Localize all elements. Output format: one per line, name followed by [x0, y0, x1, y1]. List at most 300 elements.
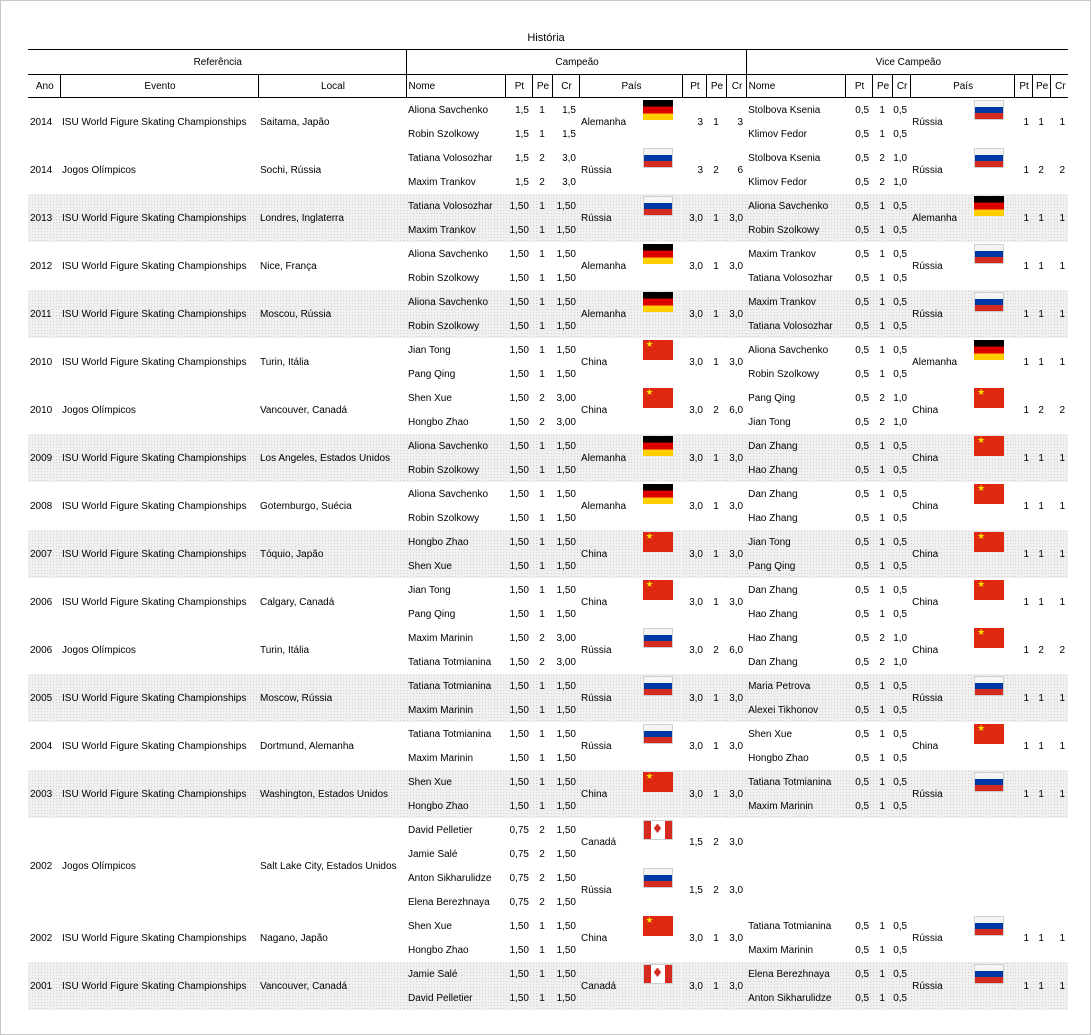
header-vice-country-cr: Cr — [1050, 75, 1068, 98]
china-flag-icon — [974, 532, 1004, 552]
champ-country-pt: 3,0 — [689, 404, 703, 416]
champ-athlete-name: Jian Tong — [408, 344, 451, 356]
champ-country-pt: 3,0 — [689, 500, 703, 512]
row-ano: 2014 — [30, 116, 53, 128]
header-vice-country-pt: Pt — [1014, 75, 1032, 98]
champ-athlete-cr: 1,5 — [562, 128, 576, 140]
russia-flag-icon — [974, 100, 1004, 120]
champ-athlete-pt: 1,50 — [505, 218, 532, 242]
champ-athlete-cr: 3,00 — [556, 656, 576, 668]
champ-country-pe: 1 — [713, 356, 719, 368]
table-row — [28, 530, 1068, 554]
row-local: Turin, Itália — [260, 644, 310, 656]
china-flag-icon — [974, 388, 1004, 408]
vice-athlete-cr: 0,5 — [892, 770, 910, 794]
vice-athlete-name: Alexei Tikhonov — [746, 698, 845, 722]
row-evento: ISU World Figure Skating Championships — [60, 770, 258, 818]
champ-athlete-name: Robin Szolkowy — [408, 512, 480, 524]
header-champ-pt: Pt — [505, 75, 532, 98]
champ-country-pe: 1 — [713, 500, 719, 512]
vice-athlete-pe: 2 — [879, 632, 885, 644]
germany-flag-icon — [643, 436, 673, 456]
champ-country-pe: 1 — [713, 116, 719, 128]
row-evento: ISU World Figure Skating Championships — [62, 356, 247, 368]
champ-athlete-pt: 1,50 — [509, 656, 529, 668]
row-evento: ISU World Figure Skating Championships — [60, 674, 258, 722]
vice-country: China — [910, 530, 964, 578]
header-vice-nome: Nome — [746, 75, 845, 98]
flag-cell — [633, 866, 682, 914]
champ-athlete-cr: 1,50 — [552, 530, 579, 554]
flag-cell — [633, 962, 682, 1010]
vice-athlete-cr: 0,5 — [892, 458, 910, 482]
flag-cell — [964, 674, 1014, 722]
russia-flag-icon — [974, 292, 1004, 312]
champ-athlete-pe: 1 — [532, 674, 552, 698]
champ-country-cr: 3,0 — [729, 596, 744, 608]
table-row — [28, 338, 1068, 362]
vice-athlete-pe: 1 — [872, 794, 892, 818]
vice-athlete-pe: 1 — [879, 488, 885, 500]
champ-athlete-pe: 1 — [539, 608, 545, 620]
vice-country-pe: 1 — [1038, 260, 1044, 272]
vice-athlete-pt: 0,5 — [845, 770, 872, 794]
vice-athlete-cr: 0,5 — [893, 728, 908, 740]
vice-athlete-name: Klimov Fedor — [748, 128, 807, 140]
vice-athlete-pt: 0,5 — [855, 920, 870, 932]
china-flag-icon — [643, 388, 673, 408]
champ-athlete-pe: 1 — [539, 752, 545, 764]
russia-flag-icon — [974, 964, 1004, 984]
russia-flag-icon — [643, 868, 673, 888]
champ-athlete-cr: 3,0 — [562, 176, 576, 188]
empty-vice-cell — [845, 818, 872, 914]
vice-athlete-pe: 2 — [879, 656, 885, 668]
flag-cell — [633, 578, 682, 626]
vice-country-pe: 1 — [1038, 356, 1044, 368]
vice-country-pe: 1 — [1032, 290, 1050, 338]
champ-country: Alemanha — [579, 290, 633, 338]
row-ano: 2001 — [28, 962, 60, 1010]
vice-athlete-name: Dan Zhang — [746, 434, 845, 458]
vice-country-cr: 1 — [1050, 290, 1068, 338]
champ-athlete-name: Tatiana Volosozhar — [406, 194, 505, 218]
champ-country-pe: 1 — [706, 290, 726, 338]
vice-athlete-cr: 0,5 — [893, 512, 908, 524]
row-ano: 2006 — [30, 644, 53, 656]
vice-athlete-pt: 0,5 — [855, 152, 870, 164]
champ-athlete-cr: 1,50 — [552, 986, 579, 1010]
vice-athlete-name: Elena Berezhnaya — [746, 962, 845, 986]
vice-athlete-name: Aliona Savchenko — [746, 194, 845, 218]
china-flag-icon — [974, 580, 1004, 600]
champ-country: Rússia — [579, 194, 633, 242]
vice-athlete-pt: 0,5 — [855, 392, 870, 404]
vice-athlete-cr: 0,5 — [893, 272, 908, 284]
champ-athlete-cr: 3,0 — [562, 152, 576, 164]
vice-athlete-name: Dan Zhang — [748, 488, 798, 500]
flag-cell — [633, 386, 682, 434]
champ-country-cr: 3,0 — [726, 290, 746, 338]
champ-athlete-pe: 1 — [532, 962, 552, 986]
vice-country-pe: 1 — [1038, 116, 1044, 128]
champ-athlete-name: Aliona Savchenko — [406, 290, 505, 314]
champ-country-pt: 3,0 — [682, 434, 706, 482]
champ-athlete-pe: 1 — [539, 512, 545, 524]
champ-athlete-cr: 3,00 — [556, 392, 576, 404]
empty-vice-cell — [1014, 818, 1032, 914]
champ-country-pt: 3,0 — [682, 770, 706, 818]
germany-flag-icon — [974, 340, 1004, 360]
champ-country-cr: 3,0 — [726, 674, 746, 722]
row-ano: 2008 — [30, 500, 53, 512]
russia-flag-icon — [974, 148, 1004, 168]
flag-cell — [964, 290, 1014, 338]
vice-athlete-pt: 0,5 — [845, 986, 872, 1010]
champ-athlete-cr: 1,50 — [556, 728, 576, 740]
champ-country-cr: 3 — [737, 116, 744, 128]
champ-country-pe: 2 — [713, 164, 719, 176]
vice-athlete-pe: 1 — [879, 944, 885, 956]
champ-athlete-name: Aliona Savchenko — [408, 104, 489, 116]
header-local: Local — [258, 75, 406, 98]
champ-country-cr: 6 — [737, 164, 744, 176]
vice-athlete-pt: 0,5 — [845, 218, 872, 242]
vice-athlete-cr: 0,5 — [893, 344, 908, 356]
champ-country-pt: 3,0 — [682, 674, 706, 722]
champ-athlete-pt: 1,50 — [505, 434, 532, 458]
vice-athlete-name: Jian Tong — [748, 416, 791, 428]
russia-flag-icon — [974, 244, 1004, 264]
champ-athlete-pe: 1 — [539, 248, 545, 260]
vice-country: China — [912, 500, 939, 512]
champ-athlete-cr: 1,50 — [556, 584, 576, 596]
champ-athlete-name: Robin Szolkowy — [408, 272, 480, 284]
champ-country-cr: 3,0 — [726, 194, 746, 242]
vice-country-cr: 1 — [1050, 194, 1068, 242]
vice-athlete-name: Tatiana Totmianina — [748, 920, 832, 932]
champ-athlete-cr: 1,50 — [556, 272, 576, 284]
vice-country: Rússia — [910, 290, 964, 338]
vice-athlete-name: Stolbova Ksenia — [748, 152, 821, 164]
row-ano: 2011 — [28, 290, 60, 338]
vice-athlete-pt: 0,5 — [855, 416, 870, 428]
row-local: Tóquio, Japão — [258, 530, 406, 578]
vice-athlete-pe: 1 — [879, 344, 885, 356]
vice-athlete-name: Hao Zhang — [748, 632, 798, 644]
header-vice-pais: País — [910, 75, 1014, 98]
champ-athlete-pe: 1 — [539, 584, 545, 596]
champ-country: Canadá — [581, 836, 617, 848]
champ-athlete-name: Tatiana Totmianina — [408, 728, 492, 740]
row-evento: ISU World Figure Skating Championships — [62, 596, 247, 608]
vice-athlete-pt: 0,5 — [855, 512, 870, 524]
row-evento: ISU World Figure Skating Championships — [62, 260, 247, 272]
table-row — [28, 578, 1068, 602]
column-header-row — [28, 75, 1068, 98]
empty-vice-cell — [892, 818, 910, 914]
champ-athlete-pe: 1 — [532, 314, 552, 338]
champ-country-cr: 6,0 — [729, 404, 744, 416]
header-vice-pe: Pe — [872, 75, 892, 98]
vice-athlete-pt: 0,5 — [855, 488, 870, 500]
champ-athlete-pt: 1,50 — [509, 368, 529, 380]
header-vice-pt: Pt — [845, 75, 872, 98]
vice-athlete-pe: 1 — [879, 104, 885, 116]
header-vice-country-pe: Pe — [1032, 75, 1050, 98]
champ-athlete-pt: 1,50 — [505, 962, 532, 986]
vice-country-pe: 1 — [1032, 962, 1050, 1010]
row-ano: 2002 — [30, 860, 53, 872]
champ-athlete-pe: 1 — [532, 986, 552, 1010]
table-row — [28, 962, 1068, 986]
champ-athlete-pt: 1,50 — [505, 674, 532, 698]
row-evento: ISU World Figure Skating Championships — [60, 434, 258, 482]
vice-athlete-pt: 0,5 — [855, 752, 870, 764]
vice-country-pt: 1 — [1023, 116, 1030, 128]
champ-athlete-pt: 1,5 — [515, 152, 529, 164]
header-champ-cr: Cr — [552, 75, 579, 98]
vice-country: China — [912, 740, 939, 752]
champ-athlete-pe: 1 — [532, 698, 552, 722]
vice-athlete-cr: 1,0 — [893, 416, 908, 428]
vice-athlete-name: Maxim Trankov — [746, 290, 845, 314]
china-flag-icon — [643, 772, 673, 792]
flag-cell — [964, 338, 1014, 386]
row-ano: 2012 — [30, 260, 53, 272]
champ-athlete-pe: 2 — [539, 416, 545, 428]
vice-athlete-pe: 2 — [879, 416, 885, 428]
champ-athlete-cr: 1,5 — [562, 104, 576, 116]
flag-cell — [964, 434, 1014, 482]
vice-athlete-cr: 0,5 — [893, 368, 908, 380]
champ-athlete-name: Maxim Marinin — [408, 752, 474, 764]
vice-athlete-name: Dan Zhang — [748, 584, 798, 596]
champ-athlete-name: Shen Xue — [406, 770, 505, 794]
vice-athlete-pe: 1 — [872, 986, 892, 1010]
vice-athlete-name: Maxim Trankov — [748, 248, 816, 260]
vice-country: Alemanha — [910, 194, 964, 242]
row-evento: Jogos Olímpicos — [62, 644, 136, 656]
vice-athlete-cr: 0,5 — [892, 554, 910, 578]
champ-athlete-name: Jamie Salé — [406, 962, 505, 986]
champ-country: Canadá — [579, 962, 633, 1010]
champ-country-pe: 2 — [713, 836, 719, 848]
vice-country: China — [912, 404, 939, 416]
table-row — [28, 146, 1068, 170]
flag-cell — [633, 98, 682, 147]
empty-vice-cell — [746, 818, 845, 914]
champ-country-cr: 3,0 — [726, 434, 746, 482]
russia-flag-icon — [643, 724, 673, 744]
vice-athlete-name: Robin Szolkowy — [748, 368, 820, 380]
germany-flag-icon — [643, 484, 673, 504]
vice-athlete-name: Anton Sikharulidze — [746, 986, 845, 1010]
vice-athlete-pt: 0,5 — [845, 434, 872, 458]
champ-country-cr: 3,0 — [729, 500, 744, 512]
vice-athlete-pt: 0,5 — [845, 458, 872, 482]
champ-country-pe: 1 — [713, 740, 719, 752]
champ-athlete-pe: 1 — [539, 944, 545, 956]
group-campeao: Campeão — [406, 50, 746, 75]
vice-athlete-pe: 1 — [879, 752, 885, 764]
vice-athlete-name: Maxim Marinin — [748, 944, 814, 956]
vice-athlete-pe: 2 — [879, 392, 885, 404]
flag-cell — [964, 722, 1014, 770]
champ-athlete-name: Maxim Marinin — [408, 632, 474, 644]
vice-athlete-pt: 0,5 — [855, 104, 870, 116]
header-champ-country-pe: Pe — [706, 75, 726, 98]
champ-country-pt: 3,0 — [682, 194, 706, 242]
champ-country-cr: 3,0 — [726, 530, 746, 578]
china-flag-icon — [643, 340, 673, 360]
champ-country-pe: 1 — [706, 962, 726, 1010]
vice-country: Rússia — [910, 770, 964, 818]
canada-flag-icon — [643, 820, 673, 840]
vice-athlete-cr: 0,5 — [892, 218, 910, 242]
flag-cell — [964, 578, 1014, 626]
champ-country-cr: 3,0 — [726, 770, 746, 818]
champ-country: Rússia — [581, 644, 612, 656]
vice-athlete-name: Tatiana Volosozhar — [746, 314, 845, 338]
vice-country-pt: 1 — [1014, 770, 1032, 818]
vice-country-cr: 1 — [1059, 116, 1066, 128]
champ-country-cr: 3,0 — [729, 884, 744, 896]
vice-country-pt: 1 — [1023, 740, 1030, 752]
champ-athlete-name: Jian Tong — [408, 584, 451, 596]
row-evento: Jogos Olímpicos — [62, 404, 136, 416]
flag-cell — [964, 626, 1014, 674]
row-ano: 2010 — [30, 404, 53, 416]
champ-athlete-name: Robin Szolkowy — [408, 128, 480, 140]
russia-flag-icon — [643, 628, 673, 648]
vice-athlete-pe: 1 — [872, 290, 892, 314]
vice-athlete-pe: 1 — [872, 194, 892, 218]
vice-athlete-name: Robin Szolkowy — [746, 218, 845, 242]
vice-athlete-cr: 0,5 — [892, 314, 910, 338]
vice-country-cr: 2 — [1059, 404, 1066, 416]
flag-cell — [964, 770, 1014, 818]
vice-athlete-cr: 0,5 — [892, 986, 910, 1010]
champ-athlete-cr: 1,50 — [552, 962, 579, 986]
vice-athlete-cr: 0,5 — [892, 698, 910, 722]
champ-country: Alemanha — [581, 500, 627, 512]
row-evento: ISU World Figure Skating Championships — [60, 530, 258, 578]
champ-athlete-pt: 1,50 — [509, 248, 529, 260]
champ-country-pt: 3,0 — [682, 290, 706, 338]
champ-athlete-name: Elena Berezhnaya — [408, 896, 490, 908]
vice-athlete-cr: 0,5 — [893, 248, 908, 260]
champ-athlete-pe: 1 — [532, 530, 552, 554]
flag-cell — [964, 914, 1014, 962]
empty-vice-cell — [1050, 818, 1068, 914]
china-flag-icon — [643, 916, 673, 936]
champ-country-cr: 3,0 — [729, 356, 744, 368]
row-evento: ISU World Figure Skating Championships — [60, 194, 258, 242]
row-ano: 2005 — [28, 674, 60, 722]
champ-athlete-pt: 0,75 — [509, 824, 529, 836]
vice-athlete-pe: 1 — [872, 458, 892, 482]
vice-athlete-name: Pang Qing — [746, 554, 845, 578]
champ-athlete-pt: 1,5 — [515, 176, 529, 188]
row-local: Sochi, Rússia — [260, 164, 322, 176]
champ-athlete-cr: 1,50 — [556, 824, 576, 836]
vice-country-cr: 1 — [1050, 674, 1068, 722]
vice-country-pt: 1 — [1014, 674, 1032, 722]
history-table — [28, 49, 1068, 1010]
champ-athlete-name: Shen Xue — [406, 554, 505, 578]
champ-athlete-cr: 3,00 — [556, 416, 576, 428]
champ-athlete-pe: 1 — [539, 368, 545, 380]
champ-athlete-pe: 1 — [532, 794, 552, 818]
vice-athlete-name: Maria Petrova — [746, 674, 845, 698]
table-row — [28, 290, 1068, 314]
china-flag-icon — [974, 628, 1004, 648]
champ-country-pe: 1 — [706, 530, 726, 578]
champ-country: Alemanha — [581, 260, 627, 272]
flag-cell — [633, 434, 682, 482]
flag-cell — [964, 98, 1014, 147]
vice-country-cr: 2 — [1059, 164, 1066, 176]
vice-country-pt: 1 — [1014, 194, 1032, 242]
table-row — [28, 626, 1068, 650]
champ-athlete-name: Pang Qing — [408, 368, 456, 380]
vice-athlete-pt: 0,5 — [845, 554, 872, 578]
vice-athlete-pe: 1 — [872, 530, 892, 554]
row-local: Nagano, Japão — [260, 932, 328, 944]
champ-country-pt: 1,5 — [689, 836, 703, 848]
vice-country-pe: 2 — [1038, 644, 1044, 656]
table-row — [28, 818, 1068, 842]
china-flag-icon — [974, 724, 1004, 744]
champ-athlete-cr: 1,50 — [556, 872, 576, 884]
vice-athlete-pt: 0,5 — [855, 608, 870, 620]
russia-flag-icon — [643, 196, 673, 216]
vice-athlete-pe: 1 — [872, 554, 892, 578]
vice-country-cr: 1 — [1059, 740, 1066, 752]
russia-flag-icon — [974, 916, 1004, 936]
champ-athlete-pe: 2 — [539, 152, 545, 164]
champ-athlete-name: Anton Sikharulidze — [408, 872, 492, 884]
champ-athlete-name: Hongbo Zhao — [408, 416, 469, 428]
vice-athlete-pe: 1 — [879, 368, 885, 380]
row-ano: 2009 — [28, 434, 60, 482]
champ-athlete-name: Hongbo Zhao — [406, 530, 505, 554]
vice-country-pe: 2 — [1038, 164, 1044, 176]
champ-country-cr: 3,0 — [729, 260, 744, 272]
vice-country: Rússia — [912, 116, 943, 128]
champ-country: China — [579, 530, 633, 578]
champ-athlete-cr: 1,50 — [556, 944, 576, 956]
champ-country-cr: 6,0 — [729, 644, 744, 656]
flag-cell — [633, 770, 682, 818]
row-local: Londres, Inglaterra — [258, 194, 406, 242]
flag-cell — [633, 818, 682, 866]
champ-athlete-cr: 1,50 — [556, 920, 576, 932]
champ-country-pt: 3,0 — [682, 530, 706, 578]
champ-athlete-cr: 1,50 — [552, 794, 579, 818]
vice-country-pt: 1 — [1014, 962, 1032, 1010]
russia-flag-icon — [643, 148, 673, 168]
vice-athlete-cr: 0,5 — [893, 104, 908, 116]
row-evento: Jogos Olímpicos — [62, 860, 136, 872]
vice-country: Alemanha — [912, 356, 958, 368]
champ-country-pe: 1 — [706, 770, 726, 818]
russia-flag-icon — [974, 772, 1004, 792]
vice-athlete-pe: 1 — [872, 770, 892, 794]
champ-country: Alemanha — [581, 116, 627, 128]
champ-athlete-pe: 2 — [539, 176, 545, 188]
